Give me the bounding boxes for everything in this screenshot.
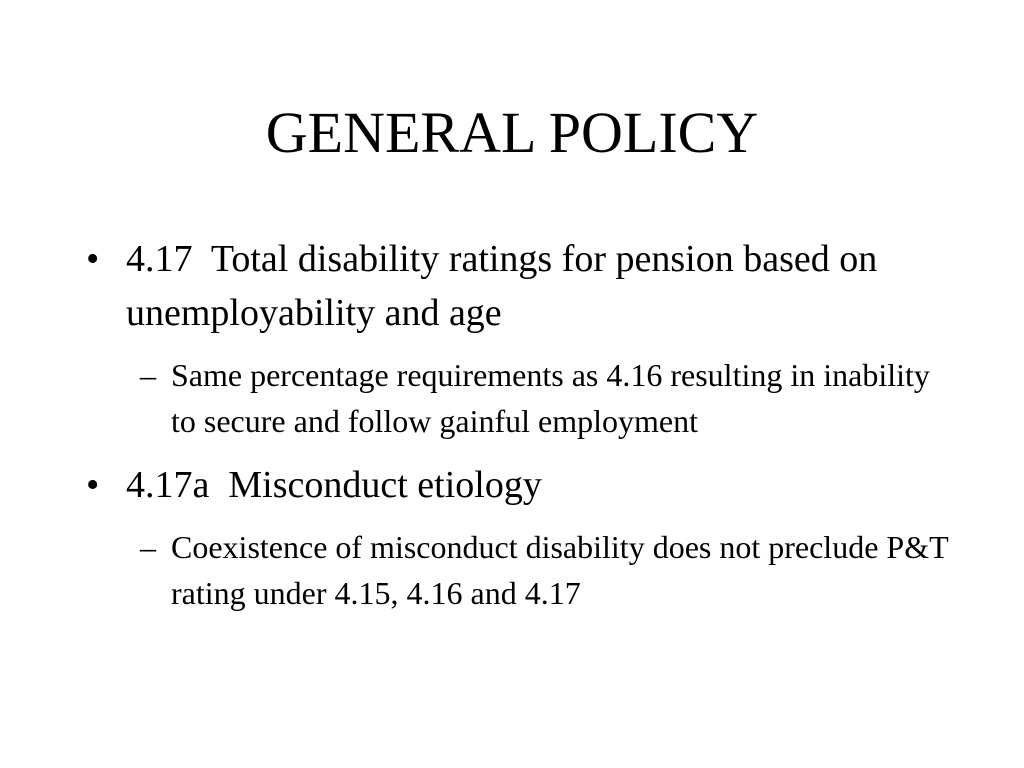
sub-bullet-item	[0, 524, 951, 616]
bullet-marker: •	[86, 238, 100, 280]
sub-bullet-marker: –	[140, 357, 156, 393]
bullet-marker: •	[86, 464, 100, 506]
bullet-item	[0, 458, 886, 512]
bullet-text: 4.17a Misconduct etiology	[126, 464, 542, 506]
bullet-text: 4.17 Total disability ratings for pension based on unemployability and age	[126, 238, 887, 334]
sub-bullet-text: Same percentage requirements as 4.16 resulting in inability to secure and follow gainful employment	[171, 357, 930, 439]
sub-bullet-marker: –	[140, 529, 156, 565]
bullet-item	[0, 232, 886, 340]
slide-title: GENERAL POLICY	[265, 100, 759, 165]
slide-content	[0, 232, 1024, 616]
sub-bullet-text: Coexistence of misconduct disability does not preclude P&T rating under 4.15, 4.16 and 4.17	[171, 529, 949, 611]
sub-bullet-item	[0, 352, 951, 444]
